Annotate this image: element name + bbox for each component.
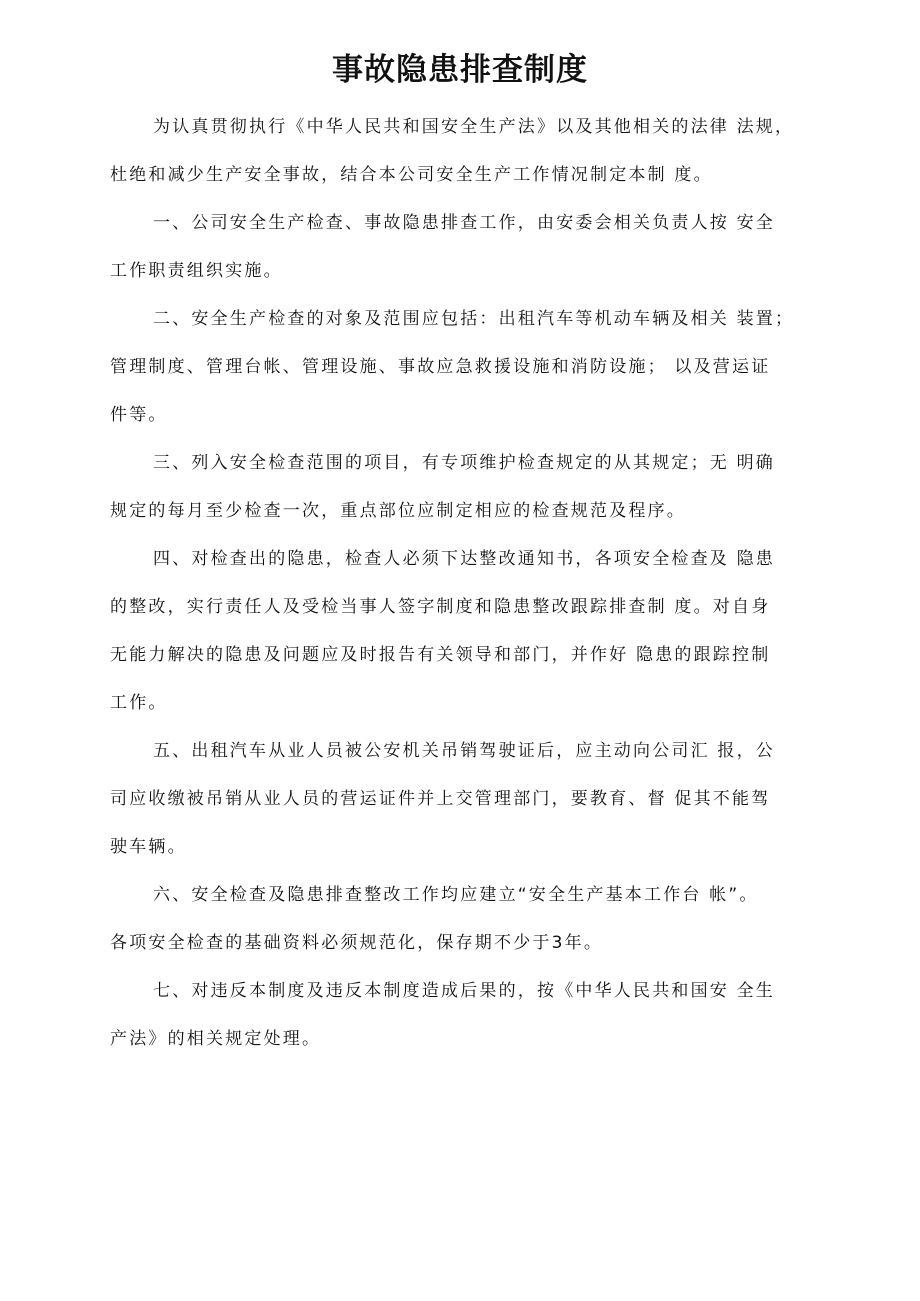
paragraph-clause-2: [110, 295, 810, 439]
text-line: 的整改，实行责任人及受检当事人签字制度和隐患整改跟踪排查制 度。对自身: [110, 597, 771, 617]
text-line: 一、公司安全生产检查、事故隐患排查工作，由安委会相关负责人按 安全: [153, 213, 776, 233]
text-line: 管理制度、管理台帐、管理设施、事故应急救援设施和消防设施； 以及营运证: [110, 357, 771, 377]
text-line: 四、对检查出的隐患，检查人必须下达整改通知书，各项安全检查及 隐患: [153, 549, 776, 569]
text-line: 杜绝和减少生产安全事故，结合本公司安全生产工作情况制定本制 度。: [110, 165, 713, 185]
text-line: 产法》的相关规定处理。: [110, 1029, 322, 1049]
paragraph-clause-3: [110, 439, 810, 535]
paragraph-clause-7: [110, 967, 810, 1063]
paragraph-preamble: [110, 103, 810, 199]
text-line: 为认真贯彻执行《中华人民共和国安全生产法》以及其他相关的法律 法规，: [153, 117, 795, 137]
document-title: 事故隐患排查制度: [332, 52, 588, 88]
text-line: 各项安全检查的基础资料必须规范化，保存期不少于3年。: [110, 933, 604, 953]
text-line: 件等。: [110, 405, 168, 425]
text-line: 五、出租汽车从业人员被公安机关吊销驾驶证后，应主动向公司汇 报，公: [153, 741, 776, 761]
text-line: 六、安全检查及隐患排查整改工作均应建立“安全生产基本工作台 帐”。: [153, 885, 759, 905]
text-line: 二、安全生产检查的对象及范围应包括：出租汽车等机动车辆及相关 装置；: [153, 309, 795, 329]
paragraph-clause-5: [110, 727, 810, 871]
paragraph-clause-4: [110, 535, 810, 727]
paragraph-clause-6: [110, 871, 810, 967]
text-line: 司应收缴被吊销从业人员的营运证件并上交管理部门，要教育、督 促其不能驾: [110, 789, 771, 809]
text-line: 三、列入安全检查范围的项目，有专项维护检查规定的从其规定；无 明确: [153, 453, 776, 473]
text-line: 规定的每月至少检查一次，重点部位应制定相应的检查规范及程序。: [110, 501, 686, 521]
paragraph-clause-1: [110, 199, 810, 295]
text-line: 驶车辆。: [110, 837, 187, 857]
document-body: [110, 103, 810, 1063]
text-line: 工作职责组织实施。: [110, 261, 283, 281]
text-line: 工作。: [110, 693, 168, 713]
text-line: 无能力解决的隐患及问题应及时报告有关领导和部门，并作好 隐患的跟踪控制: [110, 645, 771, 665]
text-line: 七、对违反本制度及违反本制度造成后果的，按《中华人民共和国安 全生: [153, 981, 776, 1001]
